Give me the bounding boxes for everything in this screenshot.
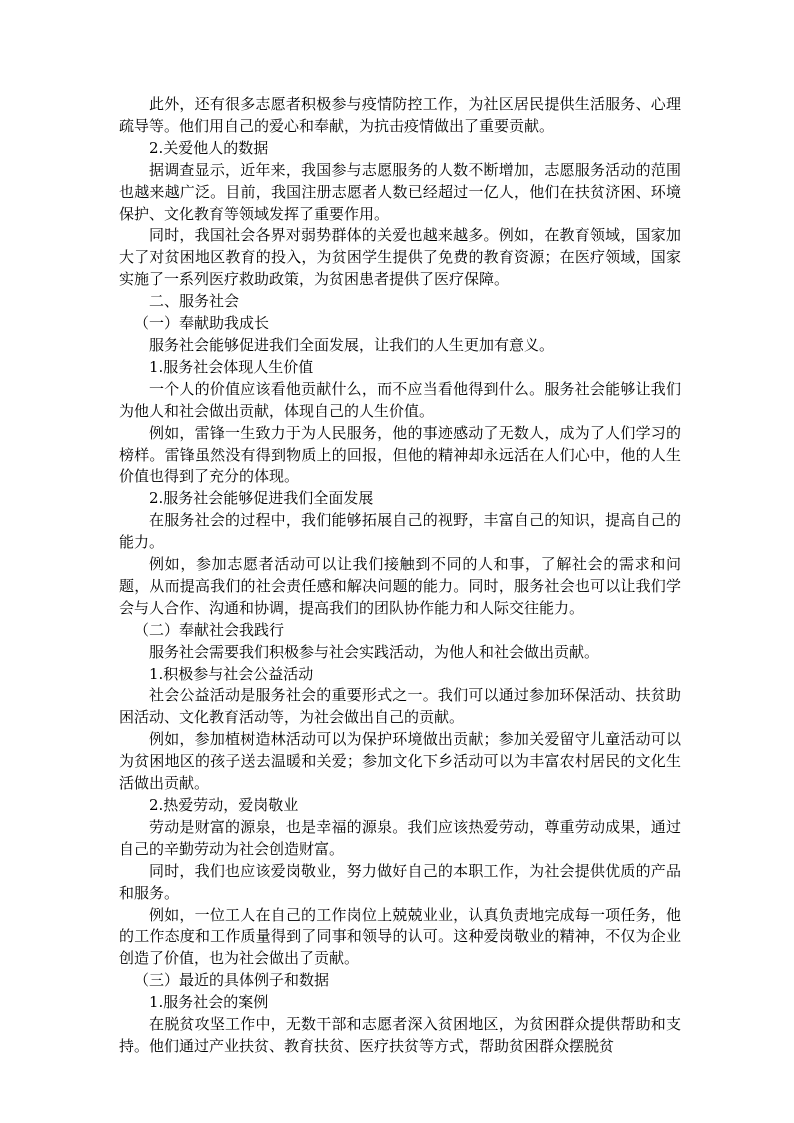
paragraph: 例如，参加植树造林活动可以为保护环境做出贡献；参加关爱留守儿童活动可以为贫困地区的孩子送去温暖和关爱；参加文化下乡活动可以为丰富农村居民的文化生活做出贡献。 xyxy=(119,730,681,793)
subsection-heading: 2.服务社会能够促进我们全面发展 xyxy=(149,489,374,508)
paragraph: 据调查显示，近年来，我国参与志愿服务的人数不断增加，志愿服务活动的范围也越来越广泛。目前，我国注册志愿者人数已经超过一亿人，他们在扶贫济困、环境保护、文化教育等领域发挥了重要作用。 xyxy=(119,160,681,223)
paragraph: 服务社会需要我们积极参与社会实践活动，为他人和社会做出贡献。 xyxy=(149,642,600,661)
document-page xyxy=(119,94,681,1058)
paragraph: 一个人的价值应该看他贡献什么，而不应当看他得到什么。服务社会能够让我们为他人和社会做出贡献，体现自己的人生价值。 xyxy=(119,379,681,420)
paragraph: 例如，雷锋一生致力于为人民服务，他的事迹感动了无数人，成为了人们学习的榜样。雷锋虽然没有得到物质上的回报，但他的精神却永远活在人们心中，他的人生价值也得到了充分的体现。 xyxy=(119,423,681,486)
paragraph: 例如，参加志愿者活动可以让我们接触到不同的人和事，了解社会的需求和问题，从而提高我们的社会责任感和解决问题的能力。同时，服务社会也可以让我们学会与人合作、沟通和协调，提高我们的团队协作能力和人际交往能力。 xyxy=(119,555,681,617)
subsection-heading: 2.热爱劳动，爱岗敬业 xyxy=(149,796,299,814)
paragraph: 在脱贫攻坚工作中，无数干部和志愿者深入贫困地区，为贫困群众提供帮助和支持。他们通过产业扶贫、教育扶贫、医疗扶贫等方式，帮助贫困群众摆脱贫 xyxy=(119,1015,681,1055)
paragraph: 例如，一位工人在自己的工作岗位上兢兢业业，认真负责地完成每一项任务，他的工作态度和工作质量得到了同事和领导的认可。这种爱岗敬业的精神，不仅为企业创造了价值，也为社会做出了贡献。 xyxy=(119,905,681,968)
subsection-heading: 1.服务社会体现人生价值 xyxy=(149,357,314,376)
subsection-heading: 1.积极参与社会公益活动 xyxy=(149,664,314,683)
subsection-title: （三）最近的具体例子和数据 xyxy=(134,971,330,990)
paragraph: 劳动是财富的源泉，也是幸福的源泉。我们应该热爱劳动，尊重劳动成果，通过自己的辛勤劳动为社会创造财富。 xyxy=(119,817,681,858)
section-heading: 二、服务社会 xyxy=(149,292,240,311)
paragraph: 社会公益活动是服务社会的重要形式之一。我们可以通过参加环保活动、扶贫助困活动、文化教育活动等，为社会做出自己的贡献。 xyxy=(119,686,681,727)
subsection-title: （二）奉献社会我践行 xyxy=(134,620,285,639)
subsection-title: （一）奉献助我成长 xyxy=(134,314,270,333)
paragraph: 此外，还有很多志愿者积极参与疫情防控工作，为社区居民提供生活服务、心理疏导等。他们用自己的爱心和奉献，为抗击疫情做出了重要贡献。 xyxy=(119,95,681,135)
subsection-heading: 1.服务社会的案例 xyxy=(149,993,269,1012)
paragraph: 同时，我们也应该爱岗敬业，努力做好自己的本职工作，为社会提供优质的产品和服务。 xyxy=(119,861,681,902)
subsection-heading: 2.关爱他人的数据 xyxy=(149,138,269,157)
paragraph: 服务社会能够促进我们全面发展，让我们的人生更加有意义。 xyxy=(149,335,555,354)
paragraph: 同时，我国社会各界对弱势群体的关爱也越来越多。例如，在教育领域，国家加大了对贫困地区教育的投入，为贫困学生提供了免费的教育资源；在医疗领域，国家实施了一系列医疗救助政策，为贫困患者提供了医疗保障。 xyxy=(119,226,681,289)
paragraph: 在服务社会的过程中，我们能够拓展自己的视野，丰富自己的知识，提高自己的能力。 xyxy=(119,511,681,552)
